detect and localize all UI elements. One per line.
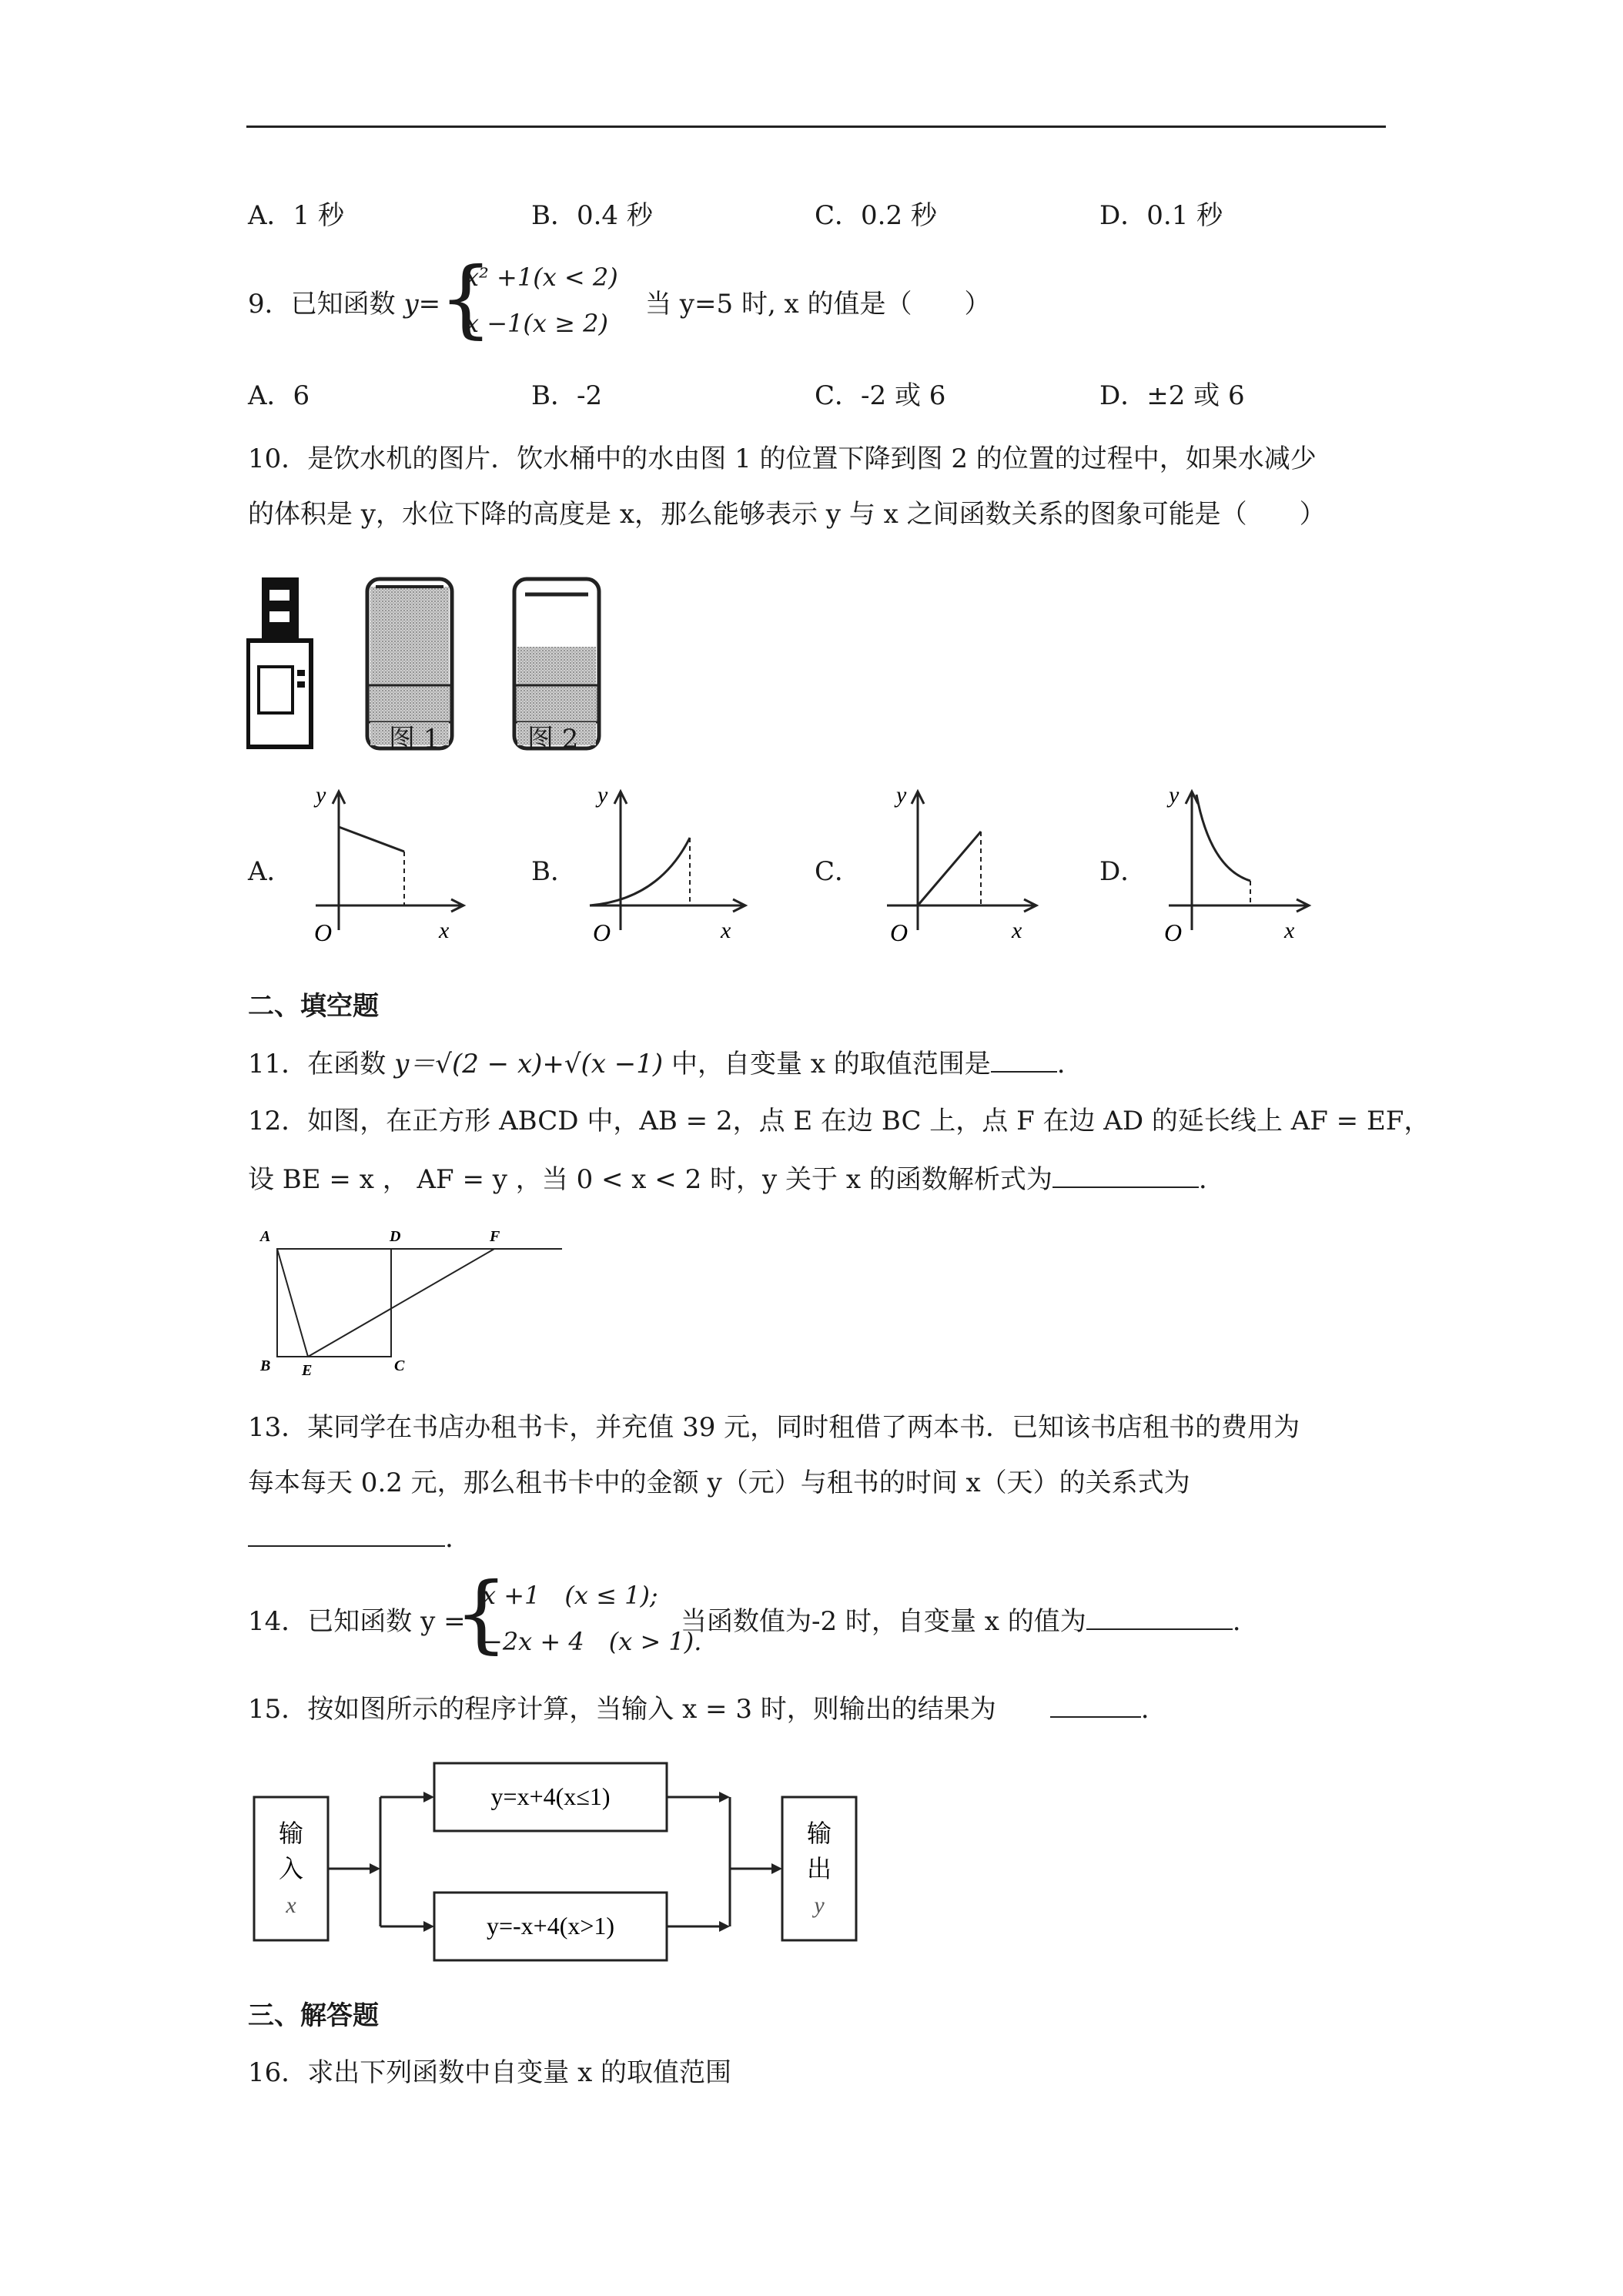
- point-c-label: C: [394, 1357, 405, 1374]
- q9-case2: x −1(x ≥ 2): [465, 309, 608, 338]
- q8-option-c: C．0.2 秒: [815, 200, 937, 231]
- q9-y: y: [403, 289, 419, 320]
- point-d-label: D: [390, 1228, 401, 1245]
- q8-option-d: D．0.1 秒: [1099, 200, 1223, 231]
- section-3-title: 三、解答题: [248, 2000, 379, 2031]
- q14-end: .: [1232, 1606, 1241, 1637]
- q16-text: 16．求出下列函数中自变量 x 的取值范围: [248, 2057, 732, 2088]
- output-box-var: y: [814, 1893, 825, 1918]
- q13-line1: 13．某同学在书店办租书卡，并充值 39 元，同时租借了两本书．已知该书店租书的费用为: [248, 1412, 1300, 1443]
- q9-option-d: D．±2 或 6: [1099, 380, 1245, 411]
- q9-prefix: [248, 287, 440, 321]
- q11-expr: y＝√(2 − x)+√(x −1): [394, 1049, 664, 1079]
- point-b-label: B: [260, 1357, 271, 1374]
- input-box-char-2: 入: [278, 1855, 304, 1883]
- q14-prefix: 14．已知函数 y =: [248, 1606, 466, 1637]
- graph-a-y-label: y: [316, 782, 326, 808]
- q9-eq: =: [418, 289, 441, 320]
- graph-c-y-label: y: [896, 782, 907, 808]
- q14-case2: −2x + 4 (x > 1).: [482, 1627, 702, 1656]
- section-2-title: 二、填空题: [248, 991, 379, 1022]
- q14-case1: x +1 (x ≤ 1);: [482, 1581, 658, 1610]
- q9-prefix-text: 9．已知函数: [248, 289, 404, 320]
- q11: [248, 1047, 1066, 1081]
- q14-answer-blank[interactable]: [1086, 1605, 1233, 1630]
- q9-option-b: B．-2: [531, 380, 603, 411]
- q10-option-c-label: C．: [815, 856, 862, 887]
- q11-answer-blank[interactable]: [991, 1048, 1057, 1073]
- bottom-box-formula: y=-x+4(x>1): [486, 1912, 615, 1940]
- q10-option-b-label: B．: [531, 856, 577, 887]
- header-rule: [246, 126, 1386, 128]
- graph-d-origin: O: [1164, 919, 1183, 946]
- q14-suffix-text: 当函数值为-2 时，自变量 x 的值为: [681, 1606, 1086, 1637]
- graph-a-origin: O: [314, 919, 333, 946]
- point-e-label: E: [302, 1362, 313, 1378]
- graph-c: [864, 776, 1049, 953]
- q13-line2: 每本每天 0.2 元，那么租书卡中的金额 y（元）与租书的时间 x（天）的关系式为: [248, 1468, 1190, 1498]
- dispenser-icon: [248, 577, 311, 747]
- fig2-caption: 图 2: [527, 724, 579, 755]
- q12-end: .: [1198, 1164, 1207, 1195]
- graph-a-x-label: x: [439, 918, 450, 943]
- output-box-char-1: 输: [806, 1819, 832, 1847]
- q15-text: [248, 1692, 1149, 1726]
- graph-b: [582, 776, 767, 953]
- q12-answer-blank[interactable]: [1052, 1163, 1199, 1188]
- output-box-char-2: 出: [806, 1855, 832, 1883]
- input-box-var: x: [286, 1893, 296, 1918]
- graph-a: [300, 776, 485, 953]
- q8-option-a: A．1 秒: [248, 200, 344, 231]
- q15-answer-blank[interactable]: [1050, 1693, 1141, 1718]
- program-flowchart: [246, 1755, 878, 1986]
- graph-b-y-label: y: [597, 782, 608, 808]
- input-box-char-1: 输: [278, 1819, 304, 1847]
- q10-option-a-label: A．: [248, 856, 293, 887]
- graph-b-x-label: x: [721, 918, 731, 943]
- q11-text-b: 中，自变量 x 的取值范围是: [663, 1049, 991, 1079]
- q14-suffix: [681, 1605, 1241, 1638]
- q10-line1: 10．是饮水机的图片．饮水桶中的水由图 1 的位置下降到图 2 的位置的过程中，如果水减少: [248, 443, 1317, 474]
- square-figure: [254, 1224, 577, 1378]
- q12-line2: [248, 1163, 1207, 1197]
- graph-d: [1149, 776, 1334, 953]
- graph-b-origin: O: [593, 919, 611, 946]
- q9-brace: {: [439, 249, 493, 347]
- q11-end: .: [1056, 1049, 1066, 1079]
- top-box-formula: y=x+4(x≤1): [490, 1782, 611, 1810]
- q11-text-a: 11．在函数: [248, 1049, 395, 1079]
- q14-brace: {: [454, 1564, 508, 1662]
- q9-case1: x² +1(x < 2): [465, 263, 618, 292]
- point-f-label: F: [490, 1228, 500, 1245]
- q9-option-c: C．-2 或 6: [815, 380, 946, 411]
- q10-option-d-label: D．: [1099, 856, 1147, 887]
- q13-end: .: [445, 1523, 453, 1554]
- q9-option-a: A．6: [248, 380, 310, 411]
- q12-line2-text: 设 BE = x ， AF = y ，当 0 < x < 2 时，y 关于 x 的函数解析式为: [248, 1164, 1052, 1195]
- point-a-label: A: [260, 1228, 271, 1245]
- q12-line1: 12．如图，在正方形 ABCD 中，AB = 2，点 E 在边 BC 上，点 F 在边 AD 的延长线上 AF = EF，: [248, 1106, 1431, 1136]
- graph-c-x-label: x: [1012, 918, 1022, 943]
- q8-option-b: B．0.4 秒: [531, 200, 653, 231]
- q10-line2: 的体积是 y，水位下降的高度是 x，那么能够表示 y 与 x 之间函数关系的图象可能是（ ）: [248, 499, 1326, 530]
- q13-answer: [248, 1521, 453, 1555]
- q13-answer-blank[interactable]: [248, 1522, 445, 1547]
- q15-text-content: 15．按如图所示的程序计算，当输入 x = 3 时，则输出的结果为: [248, 1694, 996, 1725]
- graph-d-y-label: y: [1169, 782, 1180, 808]
- fig1-caption: 图 1: [389, 724, 440, 755]
- graph-c-origin: O: [890, 919, 909, 946]
- q15-end: .: [1140, 1694, 1149, 1725]
- graph-d-x-label: x: [1284, 918, 1295, 943]
- q9-suffix: 当 y=5 时, x 的值是（ ）: [645, 289, 991, 320]
